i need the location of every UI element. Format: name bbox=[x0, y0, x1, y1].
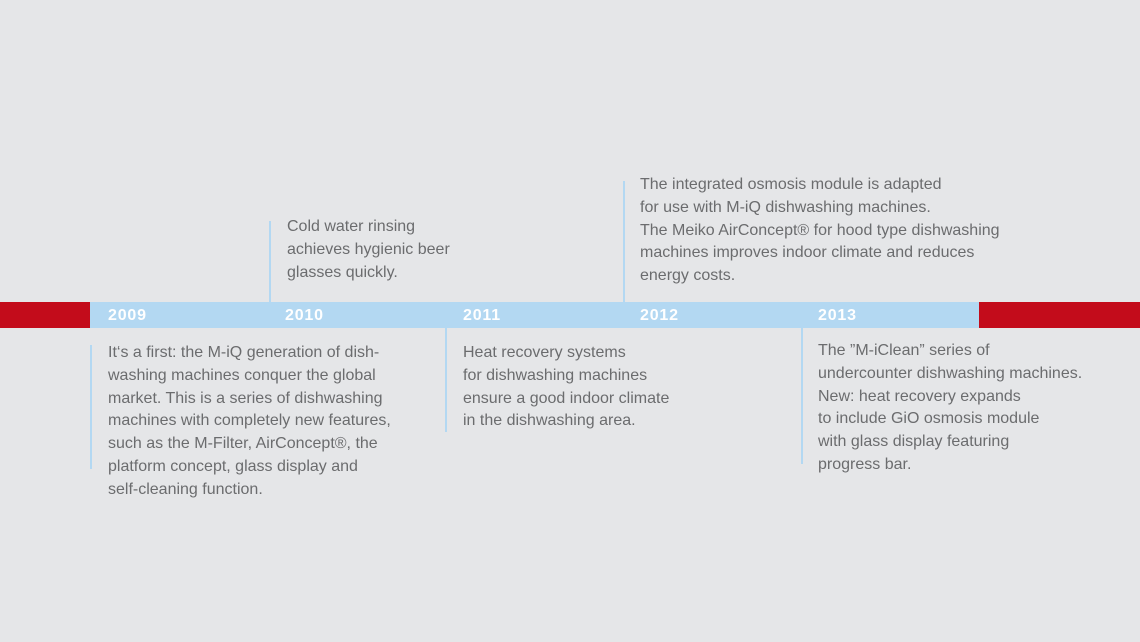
connector-2010 bbox=[269, 221, 271, 302]
event-text-2013 bbox=[818, 340, 1082, 477]
event-line: market. This is a series of dishwashing bbox=[108, 389, 383, 407]
event-line: washing machines conquer the global bbox=[108, 366, 376, 384]
timeline-bar-end bbox=[979, 302, 1140, 328]
event-line: ensure a good indoor climate bbox=[463, 389, 670, 407]
event-line: machines improves indoor climate and reduces bbox=[640, 244, 975, 262]
event-line: machines with completely new features, bbox=[108, 412, 391, 430]
event-line: achieves hygienic beer bbox=[287, 240, 450, 258]
connector-2009 bbox=[90, 345, 92, 469]
event-text-2011 bbox=[463, 342, 669, 433]
event-line: in the dishwashing area. bbox=[463, 412, 636, 430]
event-line: It‘s a first: the M-iQ generation of dish- bbox=[108, 344, 380, 361]
year-label-2010: 2010 bbox=[285, 307, 324, 324]
event-text-2010 bbox=[287, 216, 450, 284]
event-line: energy costs. bbox=[640, 267, 736, 285]
event-line: undercounter dishwashing machines. bbox=[818, 364, 1083, 382]
event-line: for dishwashing machines bbox=[463, 366, 648, 384]
event-line: The Meiko AirConcept® for hood type dishwashing bbox=[640, 221, 1000, 239]
event-line: progress bar. bbox=[818, 455, 912, 473]
event-text-2009 bbox=[108, 342, 391, 502]
event-line: Heat recovery systems bbox=[463, 344, 626, 361]
event-line: New: heat recovery expands bbox=[818, 387, 1021, 405]
event-line: platform concept, glass display and bbox=[108, 457, 358, 475]
event-text-2012 bbox=[640, 174, 1000, 288]
year-label-2013: 2013 bbox=[818, 307, 857, 324]
connector-2013 bbox=[801, 328, 803, 464]
event-line: with glass display featuring bbox=[818, 433, 1010, 451]
year-label-2011: 2011 bbox=[463, 307, 501, 324]
connector-2012 bbox=[623, 181, 625, 302]
year-label-2009: 2009 bbox=[108, 307, 147, 324]
event-line: Cold water rinsing bbox=[287, 218, 416, 235]
timeline-bar-start bbox=[0, 302, 90, 328]
event-line: self-cleaning function. bbox=[108, 480, 263, 498]
year-label-2012: 2012 bbox=[640, 307, 679, 324]
connector-2011 bbox=[445, 328, 447, 432]
event-line: such as the M-Filter, AirConcept®, the bbox=[108, 435, 378, 453]
event-line: glasses quickly. bbox=[287, 263, 398, 281]
event-line: The ”M-iClean” series of bbox=[818, 342, 990, 359]
event-line: The integrated osmosis module is adapted bbox=[640, 176, 942, 193]
event-line: to include GiO osmosis module bbox=[818, 410, 1040, 428]
event-line: for use with M-iQ dishwashing machines. bbox=[640, 198, 931, 216]
